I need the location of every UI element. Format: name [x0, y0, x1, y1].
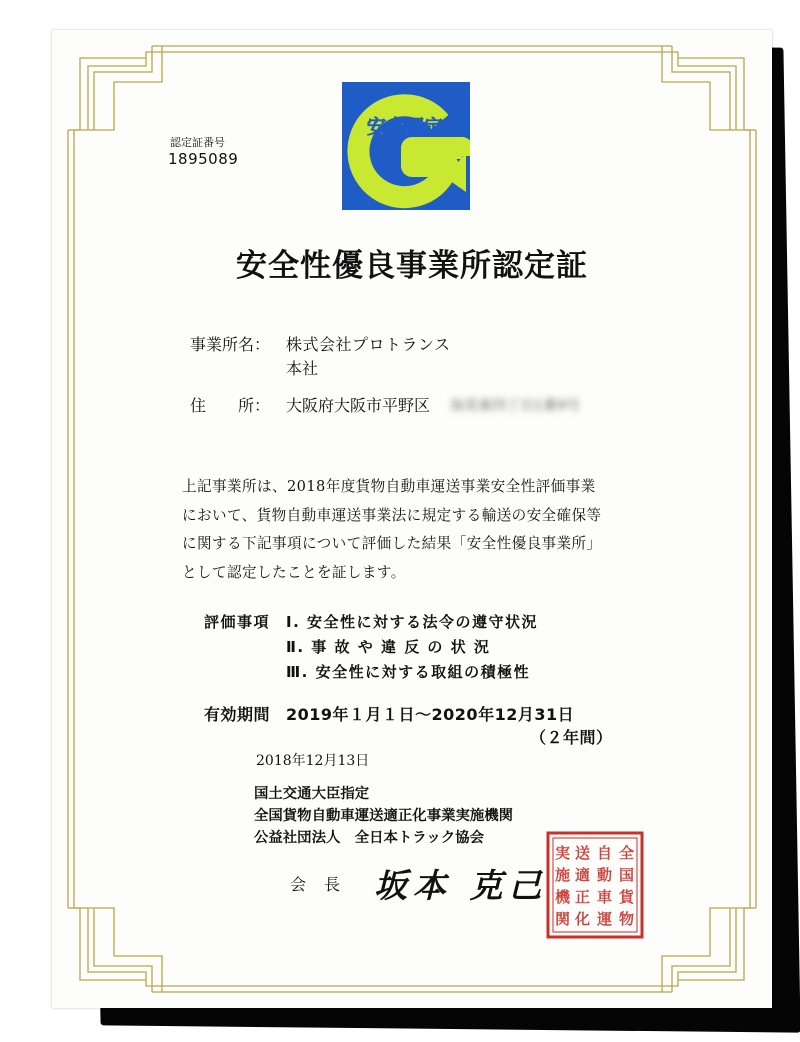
issuer-line: 国土交通大臣指定 — [254, 785, 370, 802]
president-label: 会長 — [290, 875, 359, 894]
evaluation-item: Ⅱ. 事 故 や 違 反 の 状 況 — [286, 638, 491, 656]
certificate-title: 安全性優良事業所認定証 — [236, 248, 588, 284]
svg-text:物: 物 — [619, 910, 635, 928]
logo-text: 安全認定 — [366, 116, 444, 138]
svg-text:施: 施 — [555, 866, 571, 884]
statement-line: に関する下記事項について評価した結果「安全性優良事業所」 — [182, 535, 602, 552]
office-name: 株式会社プロトランス — [286, 335, 451, 354]
issue-date: 2018年12月13日 — [256, 753, 370, 769]
svg-text:正: 正 — [575, 888, 591, 906]
address-redacted: 加美東四丁目1番9号 — [450, 398, 580, 414]
issuer-line: 公益社団法人 全日本トラック協会 — [254, 829, 484, 846]
safety-g-mark-logo — [342, 82, 470, 210]
svg-text:送: 送 — [575, 844, 591, 862]
validity-duration: （２年間） — [530, 728, 613, 747]
evaluation-label: 評価事項 — [204, 613, 271, 631]
svg-text:車: 車 — [597, 888, 613, 906]
svg-text:適: 適 — [575, 866, 591, 884]
validity-label: 有効期間 — [204, 705, 271, 724]
official-seal — [545, 830, 645, 940]
certificate-paper — [52, 30, 772, 1008]
validity-range: 2019年１月１日～2020年12月31日 — [286, 705, 575, 724]
svg-text:貨: 貨 — [619, 888, 635, 906]
svg-text:化: 化 — [575, 910, 591, 928]
statement-line: において、貨物自動車運送事業法に規定する輸送の安全確保等 — [182, 506, 602, 524]
svg-text:関: 関 — [555, 910, 571, 928]
svg-text:動: 動 — [597, 866, 613, 884]
certificate-number: 1895089 — [168, 150, 239, 168]
svg-text:全: 全 — [619, 844, 635, 862]
president-signature: 坂本 克己 — [374, 866, 548, 905]
svg-text:実: 実 — [555, 844, 571, 862]
office-branch: 本社 — [286, 359, 319, 378]
svg-text:自: 自 — [597, 844, 613, 862]
issuer-line: 全国貨物自動車運送適正化事業実施機関 — [254, 807, 514, 824]
certification-statement — [182, 473, 652, 587]
svg-text:運: 運 — [597, 910, 613, 928]
evaluation-item: Ⅲ. 安全性に対する取組の積極性 — [286, 663, 531, 681]
svg-text:国: 国 — [619, 866, 635, 884]
statement-line: 上記事業所は、2018年度貨物自動車運送事業安全性評価事業 — [182, 478, 596, 495]
svg-text:機: 機 — [555, 888, 571, 906]
statement-line: として認定したことを証します。 — [182, 563, 406, 581]
certificate-number-label: 認定証番号 — [170, 136, 225, 149]
office-label: 事業所名： — [190, 335, 271, 354]
address-visible: 大阪府大阪市平野区 — [286, 396, 431, 415]
address-label: 住 所： — [190, 396, 271, 415]
evaluation-item: Ⅰ. 安全性に対する法令の遵守状況 — [286, 613, 539, 631]
